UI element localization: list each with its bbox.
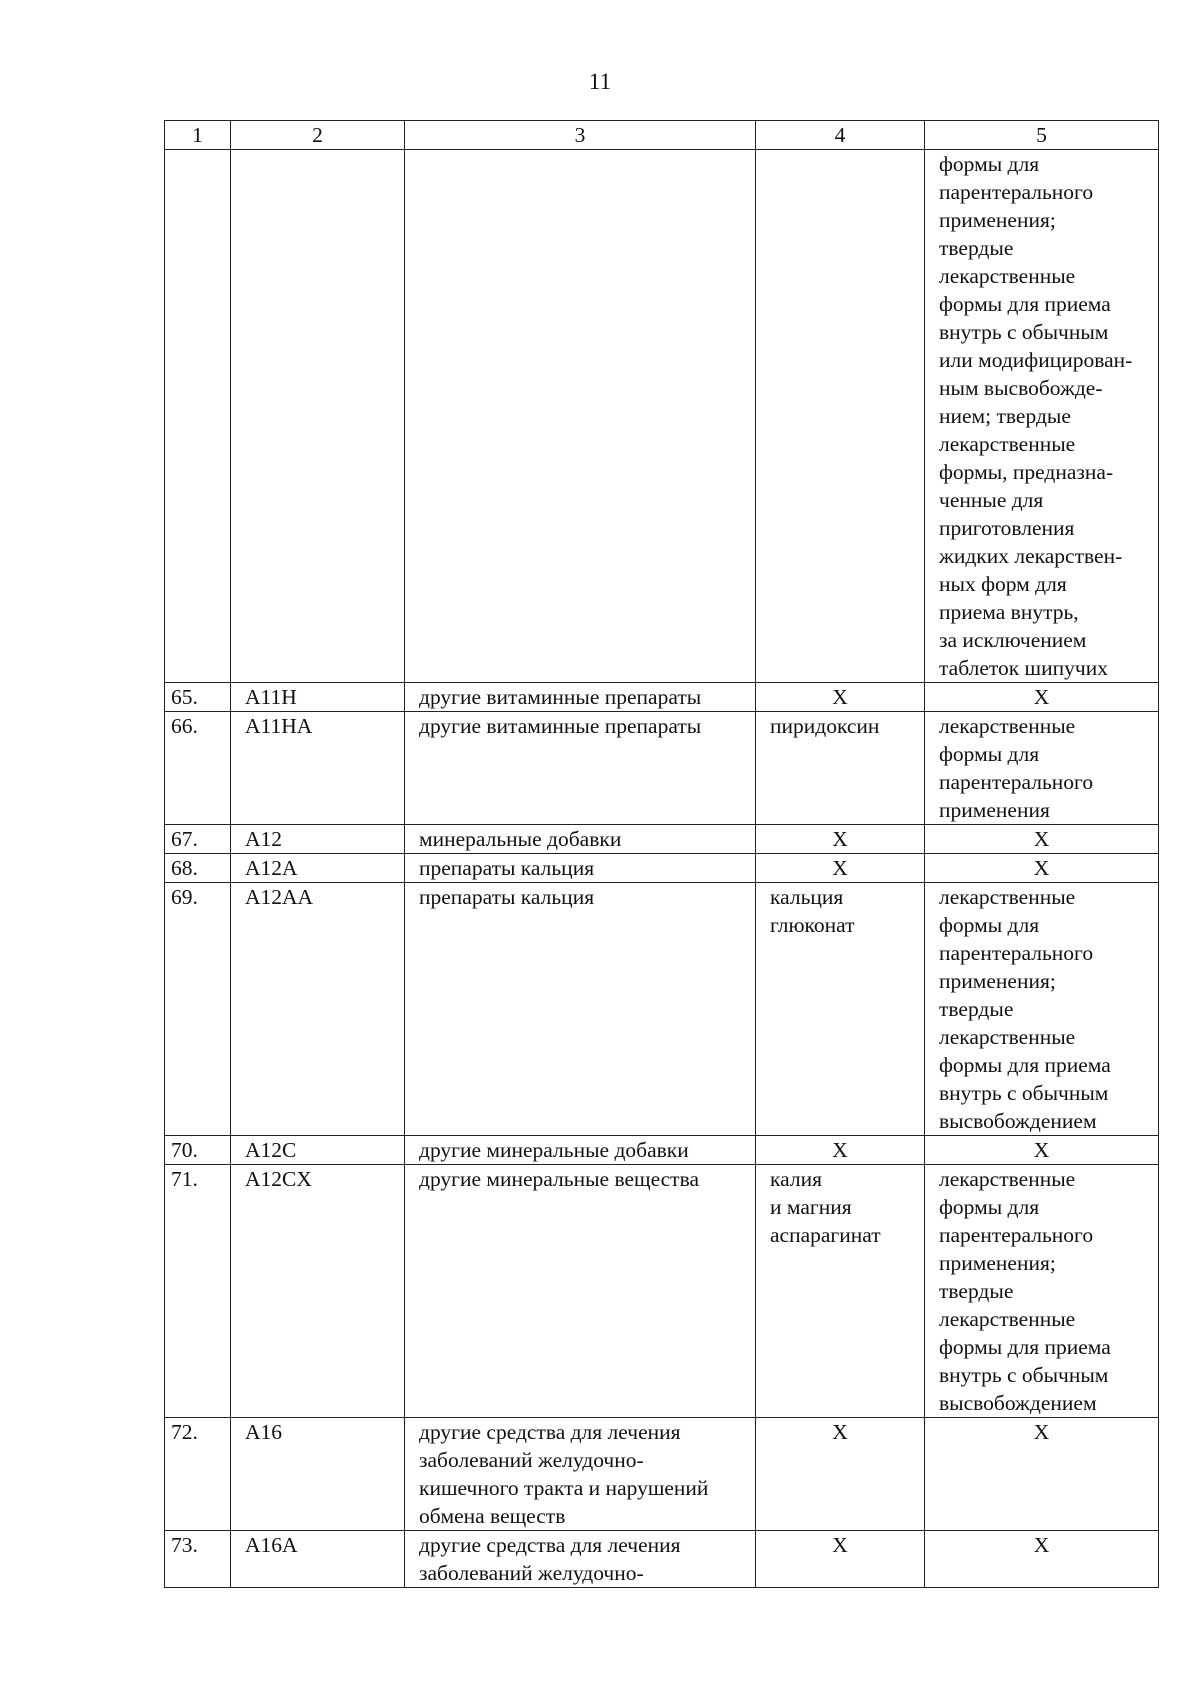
drug-list-table (164, 120, 1159, 1588)
row-number: 67. (165, 825, 231, 854)
group-name: другие минеральные вещества (405, 1165, 756, 1418)
row-number: 71. (165, 1165, 231, 1418)
group-name: другие витаминные препараты (405, 683, 756, 712)
atc-code: A12 (231, 825, 405, 854)
table-header-row (165, 121, 1159, 150)
substance-name: X (756, 683, 925, 712)
substance-name: кальция глюконат (756, 883, 925, 1136)
table-row (165, 1136, 1159, 1165)
atc-code: A16 (231, 1418, 405, 1531)
atc-code: A11HA (231, 712, 405, 825)
table-row (165, 683, 1159, 712)
table-row (165, 825, 1159, 854)
group-name: другие средства для лечения заболеваний желудочно- кишечного тракта и нарушений обмена веществ (405, 1418, 756, 1531)
row-number: 68. (165, 854, 231, 883)
atc-code: A12CX (231, 1165, 405, 1418)
table-row (165, 1165, 1159, 1418)
row-number: 73. (165, 1531, 231, 1588)
dosage-forms: X (925, 1136, 1159, 1165)
table-row (165, 854, 1159, 883)
row-number: 70. (165, 1136, 231, 1165)
table-row (165, 883, 1159, 1136)
table-row (165, 150, 1159, 683)
group-name: другие витаминные препараты (405, 712, 756, 825)
group-name: препараты кальция (405, 854, 756, 883)
dosage-forms: лекарственные формы для парентерального применения (925, 712, 1159, 825)
group-name: минеральные добавки (405, 825, 756, 854)
dosage-forms: лекарственные формы для парентерального применения; твердые лекарственные формы для приема внутрь с обычным высвобождением (925, 883, 1159, 1136)
substance-name: X (756, 825, 925, 854)
substance-name: X (756, 1531, 925, 1588)
column-header-2: 2 (231, 121, 405, 150)
row-number (165, 150, 231, 683)
column-header-3: 3 (405, 121, 756, 150)
substance-name: X (756, 854, 925, 883)
group-name: препараты кальция (405, 883, 756, 1136)
dosage-forms: X (925, 683, 1159, 712)
dosage-forms: X (925, 825, 1159, 854)
atc-code: A12A (231, 854, 405, 883)
column-header-4: 4 (756, 121, 925, 150)
page-number: 11 (588, 69, 612, 94)
table-row (165, 712, 1159, 825)
atc-code: A11H (231, 683, 405, 712)
atc-code: A12AA (231, 883, 405, 1136)
row-number: 66. (165, 712, 231, 825)
substance-name: X (756, 1418, 925, 1531)
substance-name: калия и магния аспарагинат (756, 1165, 925, 1418)
column-header-1: 1 (165, 121, 231, 150)
row-number: 72. (165, 1418, 231, 1531)
column-header-5: 5 (925, 121, 1159, 150)
dosage-forms: X (925, 854, 1159, 883)
group-name (405, 150, 756, 683)
row-number: 69. (165, 883, 231, 1136)
table-row (165, 1531, 1159, 1588)
atc-code (231, 150, 405, 683)
substance-name (756, 150, 925, 683)
atc-code: A16A (231, 1531, 405, 1588)
dosage-forms: лекарственные формы для парентерального применения; твердые лекарственные формы для приема внутрь с обычным высвобождением (925, 1165, 1159, 1418)
group-name: другие минеральные добавки (405, 1136, 756, 1165)
table-row (165, 1418, 1159, 1531)
substance-name: X (756, 1136, 925, 1165)
substance-name: пиридоксин (756, 712, 925, 825)
row-number: 65. (165, 683, 231, 712)
atc-code: A12C (231, 1136, 405, 1165)
dosage-forms: X (925, 1531, 1159, 1588)
dosage-forms: X (925, 1418, 1159, 1531)
group-name: другие средства для лечения заболеваний желудочно- (405, 1531, 756, 1588)
dosage-forms: формы для парентерального применения; твердые лекарственные формы для приема внутрь с обычным или модифицирован- ным высвобожде- нием; твердые лекарственные формы, предназна- ченные для приготовления жидких лекарствен- ных форм для приема внутрь, за исключением таблеток шипучих (925, 150, 1159, 683)
